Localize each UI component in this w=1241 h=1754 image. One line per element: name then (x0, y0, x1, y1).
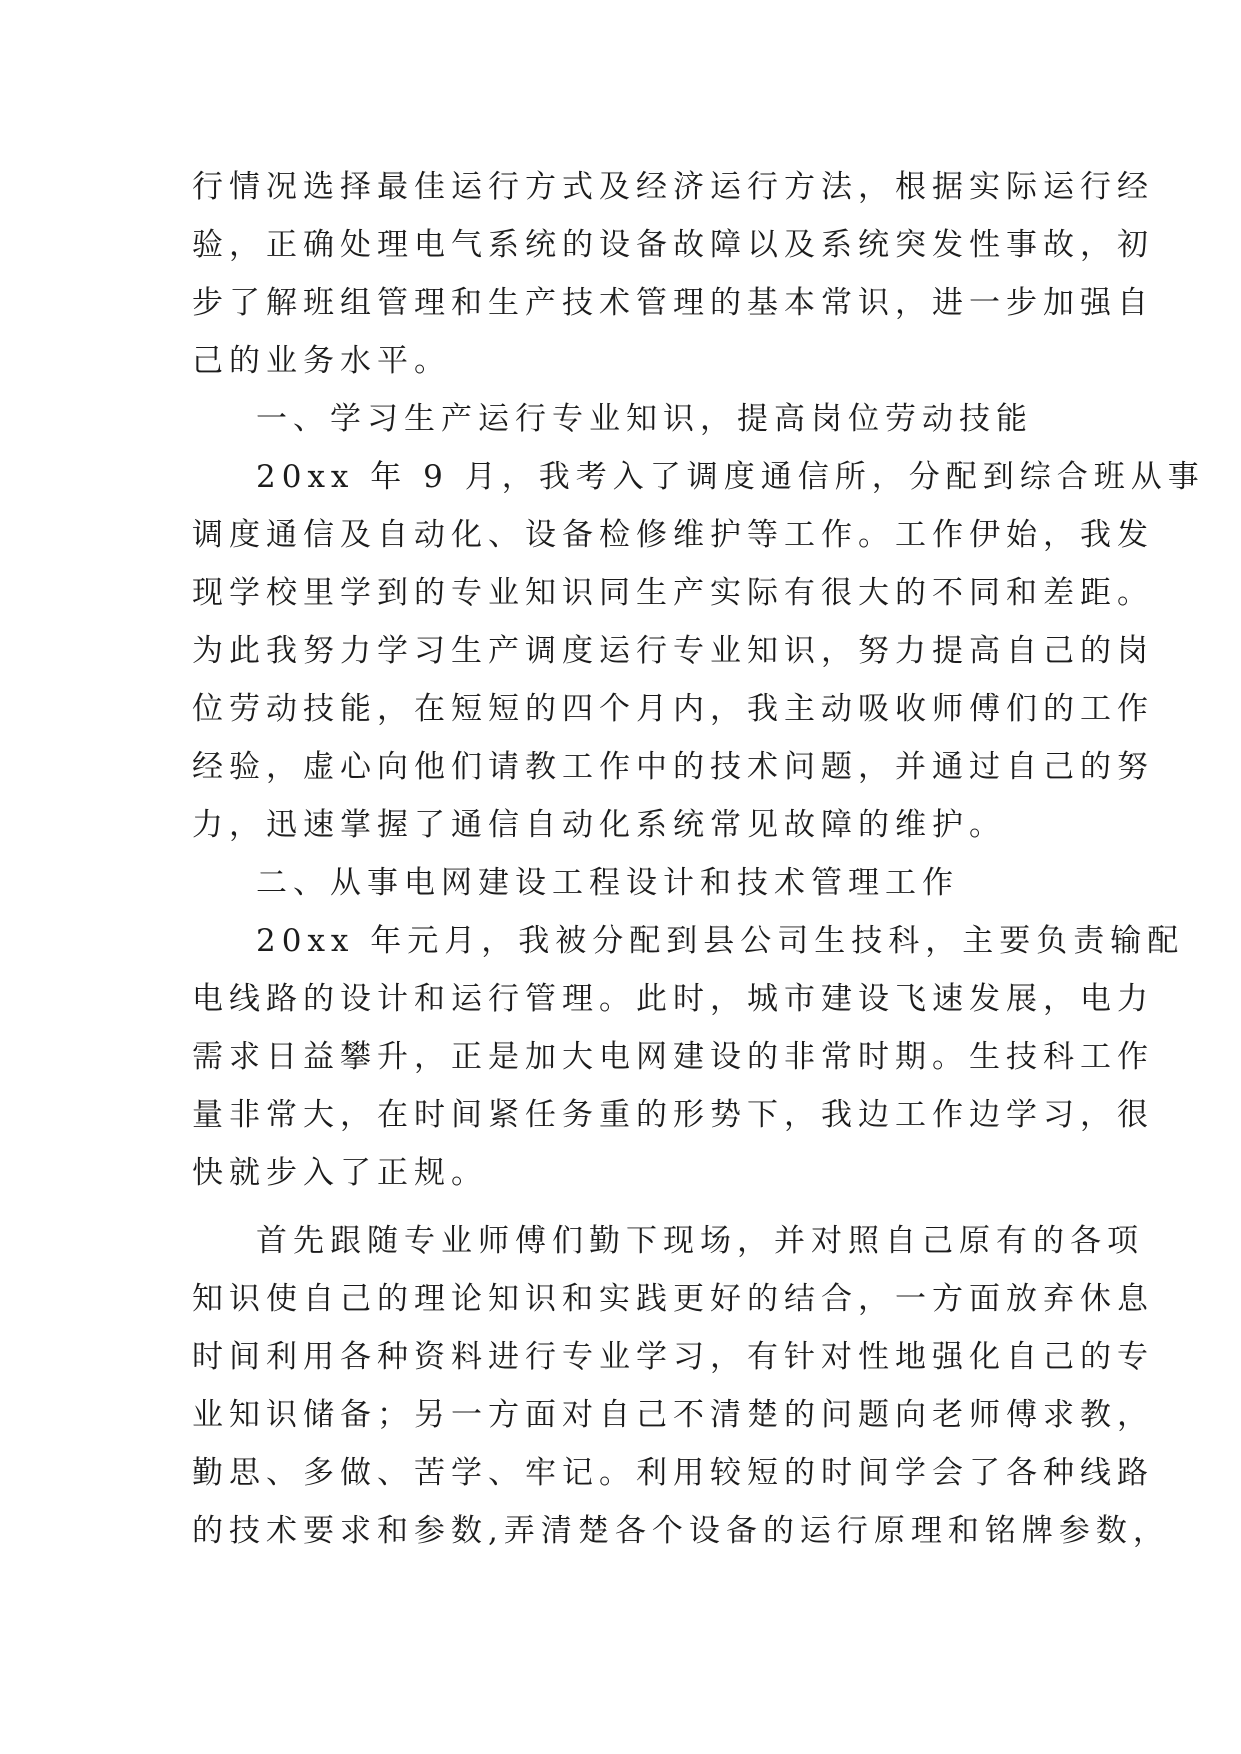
paragraph-1-line-3: 步了解班组管理和生产技术管理的基本常识，进一步加强自 (192, 285, 1154, 321)
section-heading-1: 一、学习生产运行专业知识，提高岗位劳动技能 (256, 401, 1033, 437)
paragraph-2-line-3: 现学校里学到的专业知识同生产实际有很大的不同和差距。 (192, 575, 1154, 611)
section-heading-2: 二、从事电网建设工程设计和技术管理工作 (256, 865, 959, 901)
paragraph-4-line-4: 业知识储备；另一方面对自己不清楚的问题向老师傅求教， (192, 1397, 1154, 1433)
paragraph-3-line-4: 量非常大，在时间紧任务重的形势下，我边工作边学习，很 (192, 1097, 1154, 1133)
paragraph-2-line-1: 20xx 年 9 月，我考入了调度通信所，分配到综合班从事 (256, 459, 1205, 495)
paragraph-2-line-4: 为此我努力学习生产调度运行专业知识，努力提高自己的岗 (192, 633, 1154, 669)
paragraph-1-line-2: 验，正确处理电气系统的设备故障以及系统突发性事故，初 (192, 227, 1154, 263)
paragraph-4-line-3: 时间利用各种资料进行专业学习，有针对性地强化自己的专 (192, 1339, 1154, 1375)
paragraph-4-line-5: 勤思、多做、苦学、牢记。利用较短的时间学会了各种线路 (192, 1455, 1154, 1491)
document-body (192, 158, 1205, 1560)
paragraph-spacer (192, 1202, 1062, 1212)
paragraph-1-line-4: 己的业务水平。 (192, 343, 451, 379)
paragraph-2-line-5: 位劳动技能，在短短的四个月内，我主动吸收师傅们的工作 (192, 691, 1154, 727)
paragraph-4-line-1: 首先跟随专业师傅们勤下现场，并对照自己原有的各项 (256, 1223, 1144, 1259)
paragraph-2-line-6: 经验，虚心向他们请教工作中的技术问题，并通过自己的努 (192, 749, 1154, 785)
paragraph-1-line-1: 行情况选择最佳运行方式及经济运行方法，根据实际运行经 (192, 169, 1154, 205)
paragraph-2-line-2: 调度通信及自动化、设备检修维护等工作。工作伊始，我发 (192, 517, 1154, 553)
paragraph-3-line-1: 20xx 年元月，我被分配到县公司生技科，主要负责输配 (256, 923, 1185, 959)
paragraph-4-line-6: 的技术要求和参数,弄清楚各个设备的运行原理和铭牌参数， (192, 1513, 1170, 1549)
paragraph-3-line-3: 需求日益攀升，正是加大电网建设的非常时期。生技科工作 (192, 1039, 1154, 1075)
paragraph-2-line-7: 力，迅速掌握了通信自动化系统常见故障的维护。 (192, 807, 1006, 843)
paragraph-3-line-2: 电线路的设计和运行管理。此时，城市建设飞速发展，电力 (192, 981, 1154, 1017)
paragraph-4-line-2: 知识使自己的理论知识和实践更好的结合，一方面放弃休息 (192, 1281, 1154, 1317)
paragraph-3-line-5: 快就步入了正规。 (192, 1155, 488, 1191)
